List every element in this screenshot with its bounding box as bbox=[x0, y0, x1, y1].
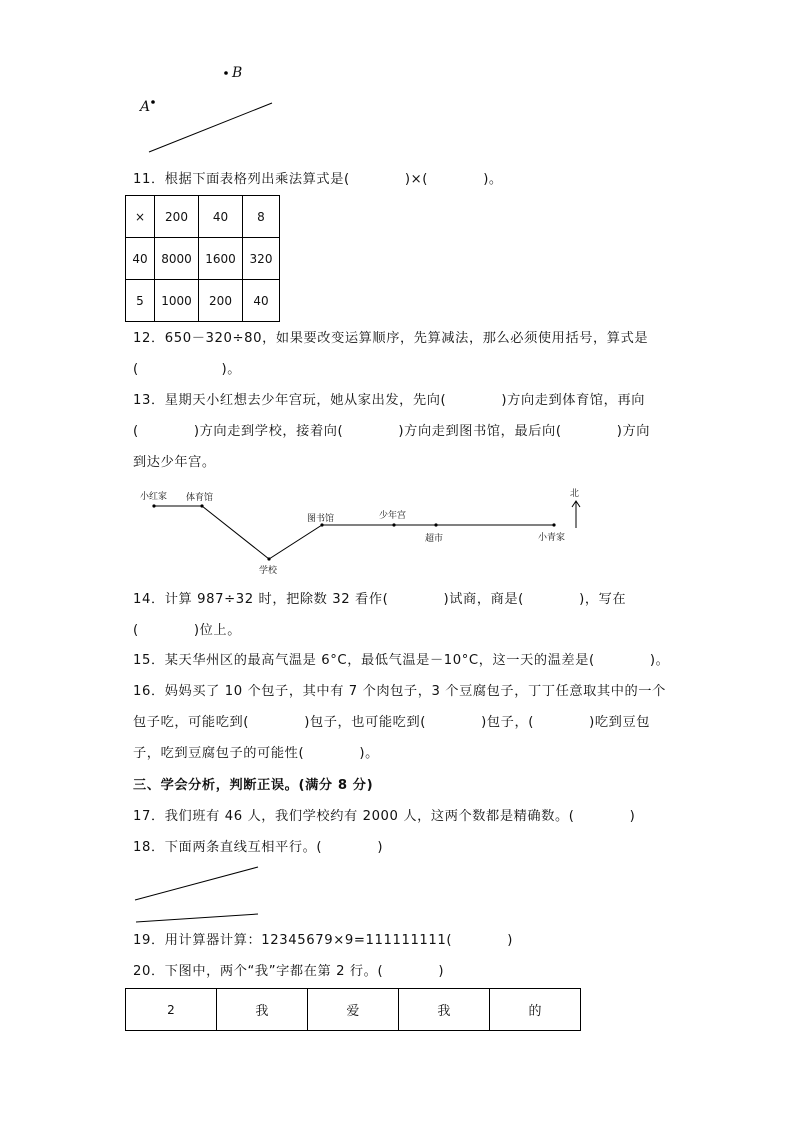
word-cell: 爱 bbox=[307, 989, 398, 1031]
word-table bbox=[125, 988, 581, 1031]
home-dot bbox=[152, 504, 155, 507]
multiplication-table bbox=[125, 195, 280, 322]
question-13-line2: ( )方向走到学校，接着向( )方向走到图书馆，最后向( )方向 bbox=[133, 424, 651, 439]
table-cell: 8 bbox=[243, 196, 280, 238]
word-cell: 2 bbox=[126, 989, 217, 1031]
question-18: 18．下面两条直线互相平行。( ) bbox=[133, 840, 384, 855]
label-gym: 体育馆 bbox=[186, 493, 214, 503]
question-15: 15．某天华州区的最高气温是 6°C，最低气温是－10°C，这一天的温差是( )。 bbox=[133, 653, 670, 668]
table-cell: 320 bbox=[243, 238, 280, 280]
lower-line bbox=[136, 914, 258, 922]
table-cell: 1600 bbox=[199, 238, 243, 280]
table-cell: 200 bbox=[155, 196, 199, 238]
two-lines-figure bbox=[130, 860, 270, 930]
label-library: 图书馆 bbox=[307, 514, 335, 524]
question-12-line2: ( )。 bbox=[133, 362, 242, 377]
question-12-line1: 12．650－320÷80，如果要改变运算顺序，先算减法，那么必须使用括号，算式是 bbox=[133, 331, 649, 346]
table-cell: 40 bbox=[243, 280, 280, 322]
word-cell: 我 bbox=[216, 989, 307, 1031]
table-cell: 5 bbox=[126, 280, 155, 322]
market-dot bbox=[434, 523, 437, 526]
question-16-line3: 子，吃到豆腐包子的可能性( )。 bbox=[133, 746, 379, 761]
table-cell: 40 bbox=[126, 238, 155, 280]
label-north: 北 bbox=[570, 489, 580, 499]
label-school: 学校 bbox=[259, 566, 278, 576]
table-cell: 8000 bbox=[155, 238, 199, 280]
label-home: 小红家 bbox=[140, 492, 168, 502]
question-13-line1: 13．星期天小红想去少年宫玩，她从家出发，先向( )方向走到体育馆，再向 bbox=[133, 393, 646, 408]
question-20: 20．下图中，两个“我”字都在第 2 行。( ) bbox=[133, 964, 445, 979]
school-dot bbox=[267, 557, 270, 560]
question-19: 19．用计算器计算：12345679×9=111111111( ) bbox=[133, 933, 514, 948]
label-market: 超市 bbox=[425, 534, 444, 544]
question-16-line2: 包子吃，可能吃到( )包子，也可能吃到( )包子，( )吃到豆包 bbox=[133, 715, 651, 730]
table-cell: 40 bbox=[199, 196, 243, 238]
label-palace: 少年宫 bbox=[379, 511, 407, 521]
figure-line bbox=[149, 103, 272, 152]
point-b-label: B bbox=[232, 65, 243, 81]
table-cell: 1000 bbox=[155, 280, 199, 322]
gym-dot bbox=[200, 504, 203, 507]
table-cell: 200 bbox=[199, 280, 243, 322]
point-line-figure bbox=[130, 60, 290, 160]
point-a-dot bbox=[151, 100, 155, 104]
question-14-line2: ( )位上。 bbox=[133, 623, 242, 638]
palace-dot bbox=[392, 523, 395, 526]
qing-home-dot bbox=[552, 523, 555, 526]
label-qing-home: 小青家 bbox=[538, 533, 566, 543]
point-b-dot bbox=[224, 71, 228, 75]
route-path bbox=[154, 506, 554, 559]
upper-line bbox=[135, 867, 258, 900]
word-cell: 我 bbox=[398, 989, 489, 1031]
word-cell: 的 bbox=[489, 989, 580, 1031]
question-17: 17．我们班有 46 人，我们学校约有 2000 人，这两个数都是精确数。( ) bbox=[133, 809, 636, 824]
question-11: 11．根据下面表格列出乘法算式是( )×( )。 bbox=[133, 172, 503, 187]
table-cell: × bbox=[126, 196, 155, 238]
question-13-line3: 到达少年宫。 bbox=[133, 455, 216, 470]
section-3-title: 三、学会分析，判断正误。(满分 8 分) bbox=[133, 778, 374, 793]
question-14-line1: 14．计算 987÷32 时，把除数 32 看作( )试商，商是( )，写在 bbox=[133, 592, 627, 607]
point-a-label: A bbox=[140, 99, 151, 115]
question-16-line1: 16．妈妈买了 10 个包子，其中有 7 个肉包子，3 个豆腐包子，丁丁任意取其中的一个 bbox=[133, 684, 666, 699]
